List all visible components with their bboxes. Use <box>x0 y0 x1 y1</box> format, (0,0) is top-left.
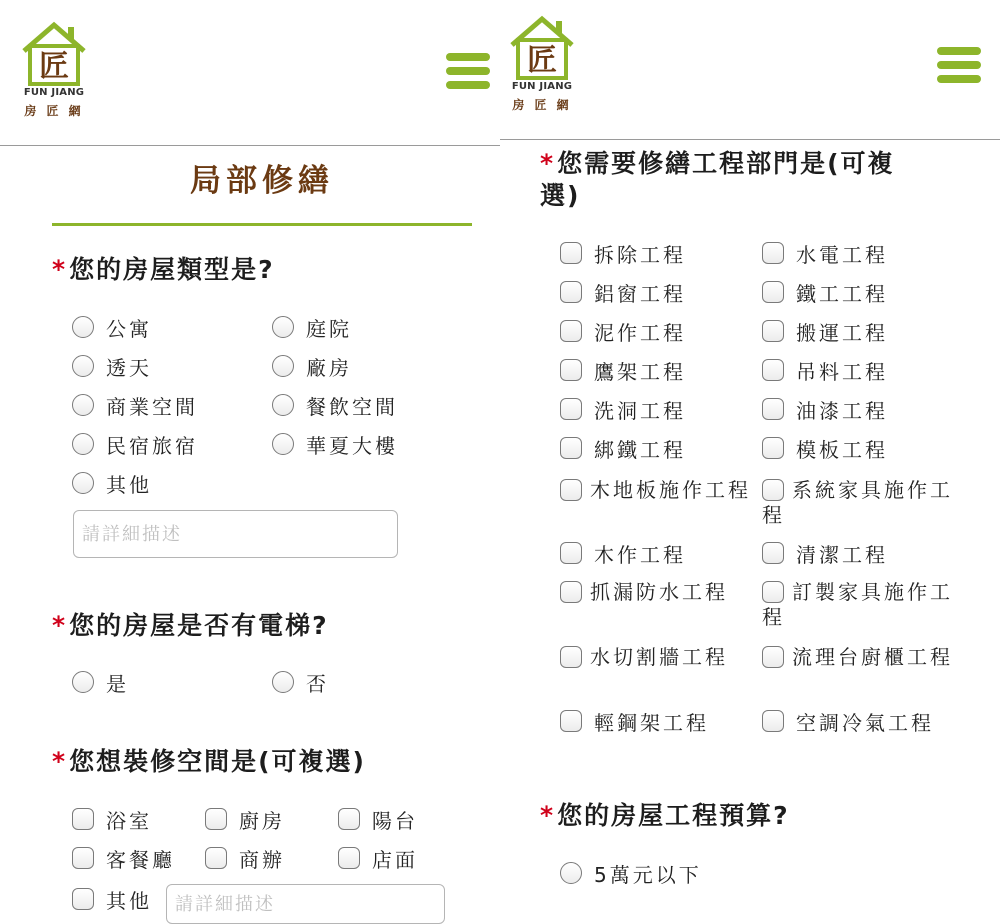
checkbox-option[interactable] <box>762 433 888 463</box>
checkbox[interactable] <box>762 437 784 459</box>
question-label: 您想裝修空間是(可複選) <box>69 747 366 776</box>
left-screen <box>0 0 500 913</box>
hamburger-menu-icon[interactable] <box>446 53 490 89</box>
checkbox-option[interactable] <box>762 238 888 268</box>
radio-button[interactable] <box>72 433 94 455</box>
option-label: 空調冷氣工程 <box>796 710 934 735</box>
checkbox[interactable] <box>762 242 784 264</box>
radio-option[interactable] <box>272 351 352 381</box>
checkbox-option[interactable] <box>560 316 686 346</box>
checkbox-option[interactable] <box>762 645 956 670</box>
option-label: 流理台廚櫃工程 <box>792 645 953 669</box>
checkbox[interactable] <box>762 710 784 732</box>
checkbox-option[interactable] <box>560 706 709 736</box>
radio-button[interactable] <box>72 394 94 416</box>
logo-name-zh: 房 匠 網 <box>512 98 572 112</box>
option-label: 鐵工工程 <box>796 281 888 306</box>
checkbox[interactable] <box>338 808 360 830</box>
option-label: 商業空間 <box>106 394 198 419</box>
radio-option[interactable] <box>72 390 198 420</box>
option-label: 木地板施作工程 <box>590 478 751 502</box>
required-star: * <box>52 255 68 284</box>
checkbox-option[interactable] <box>560 355 686 385</box>
radio-button[interactable] <box>560 862 582 884</box>
option-label: 拆除工程 <box>594 242 686 267</box>
option-label: 店面 <box>372 847 418 872</box>
option-label: 浴室 <box>106 808 152 833</box>
checkbox-option[interactable] <box>560 277 686 307</box>
checkbox[interactable] <box>762 359 784 381</box>
radio-option[interactable] <box>72 312 152 342</box>
option-label: 清潔工程 <box>796 542 888 567</box>
radio-button[interactable] <box>72 316 94 338</box>
checkbox-option[interactable] <box>72 804 152 834</box>
option-label: 透天 <box>106 355 152 380</box>
checkbox-option[interactable] <box>72 884 152 914</box>
svg-text:匠: 匠 <box>527 43 557 78</box>
question-space <box>52 746 366 778</box>
checkbox-option[interactable] <box>762 316 888 346</box>
checkbox[interactable] <box>560 437 582 459</box>
question-elevator <box>52 610 329 642</box>
checkbox-option[interactable] <box>762 538 888 568</box>
checkbox[interactable] <box>205 847 227 869</box>
checkbox[interactable] <box>762 281 784 303</box>
required-star: * <box>52 611 68 640</box>
checkbox[interactable] <box>72 808 94 830</box>
radio-button[interactable] <box>272 433 294 455</box>
house-logo-icon <box>509 16 575 80</box>
radio-option[interactable] <box>272 429 398 459</box>
radio-button[interactable] <box>272 671 294 693</box>
checkbox-option[interactable] <box>205 804 285 834</box>
checkbox[interactable] <box>762 581 784 603</box>
checkbox-option[interactable] <box>762 478 956 528</box>
radio-button[interactable] <box>72 472 94 494</box>
checkbox[interactable] <box>560 359 582 381</box>
checkbox-option[interactable] <box>338 843 418 873</box>
checkbox[interactable] <box>762 542 784 564</box>
radio-button[interactable] <box>272 394 294 416</box>
checkbox-option[interactable] <box>560 394 686 424</box>
question-departments-line2: 選) <box>540 181 581 210</box>
checkbox[interactable] <box>72 847 94 869</box>
radio-option[interactable] <box>72 468 152 498</box>
checkbox-option[interactable] <box>560 645 754 670</box>
header <box>0 0 500 146</box>
option-label: 餐飲空間 <box>306 394 398 419</box>
radio-option[interactable] <box>72 429 198 459</box>
checkbox[interactable] <box>762 398 784 420</box>
checkbox[interactable] <box>560 242 582 264</box>
option-label: 抓漏防水工程 <box>590 580 728 604</box>
question-label: 您的房屋類型是? <box>69 255 275 284</box>
checkbox[interactable] <box>338 847 360 869</box>
checkbox[interactable] <box>560 710 582 732</box>
radio-button[interactable] <box>272 355 294 377</box>
question-house-type <box>52 254 275 286</box>
checkbox-option[interactable] <box>762 394 888 424</box>
checkbox[interactable] <box>560 581 582 603</box>
option-label: 廠房 <box>306 355 352 380</box>
option-label: 廚房 <box>239 808 285 833</box>
checkbox-option[interactable] <box>762 706 934 736</box>
required-star: * <box>52 747 68 776</box>
page-title: 局部修繕 <box>190 163 334 199</box>
checkbox[interactable] <box>205 808 227 830</box>
question-label: 您需要修繕工程部門是(可複 <box>557 149 895 178</box>
option-label: 搬運工程 <box>796 320 888 345</box>
option-label: 5萬元以下 <box>594 862 702 887</box>
radio-button[interactable] <box>72 671 94 693</box>
option-label: 鷹架工程 <box>594 359 686 384</box>
checkbox-option[interactable] <box>560 478 754 503</box>
radio-option[interactable] <box>72 351 152 381</box>
option-label: 公寓 <box>106 316 152 341</box>
option-label: 吊料工程 <box>796 359 888 384</box>
checkbox[interactable] <box>560 398 582 420</box>
checkbox[interactable] <box>560 281 582 303</box>
checkbox[interactable] <box>762 479 784 501</box>
option-label: 客餐廳 <box>106 847 175 872</box>
logo-name-en: FUN JIANG <box>511 81 573 92</box>
header <box>500 0 1000 140</box>
checkbox-option[interactable] <box>560 238 686 268</box>
option-label: 其他 <box>106 888 152 913</box>
option-label: 洗洞工程 <box>594 398 686 423</box>
required-star: * <box>540 801 556 830</box>
fun-jiang-logo[interactable] <box>507 16 577 112</box>
option-label: 陽台 <box>372 808 418 833</box>
question-departments <box>540 148 895 180</box>
radio-button[interactable] <box>272 316 294 338</box>
checkbox-option[interactable] <box>560 538 686 568</box>
logo-name-en: FUN JIANG <box>23 87 85 98</box>
option-label: 庭院 <box>306 316 352 341</box>
radio-option[interactable] <box>560 858 702 888</box>
option-label: 輕鋼架工程 <box>594 710 709 735</box>
option-label: 華夏大樓 <box>306 433 398 458</box>
checkbox-option[interactable] <box>560 433 686 463</box>
title-divider <box>52 223 472 226</box>
checkbox[interactable] <box>560 320 582 342</box>
svg-text:匠: 匠 <box>39 49 69 84</box>
option-label: 模板工程 <box>796 437 888 462</box>
required-star: * <box>540 149 556 178</box>
option-label: 水電工程 <box>796 242 888 267</box>
option-label: 商辦 <box>239 847 285 872</box>
checkbox-option[interactable] <box>205 843 285 873</box>
radio-option[interactable] <box>72 667 129 697</box>
checkbox[interactable] <box>762 320 784 342</box>
checkbox[interactable] <box>560 479 582 501</box>
option-label: 油漆工程 <box>796 398 888 423</box>
checkbox[interactable] <box>560 542 582 564</box>
radio-option[interactable] <box>272 390 398 420</box>
question-label: 您的房屋是否有電梯? <box>69 611 329 640</box>
option-label: 木作工程 <box>594 542 686 567</box>
option-label: 泥作工程 <box>594 320 686 345</box>
option-label: 民宿旅宿 <box>106 433 198 458</box>
option-label: 訂製家具施作工程 <box>762 580 953 629</box>
option-label: 鋁窗工程 <box>594 281 686 306</box>
option-label: 是 <box>106 671 129 696</box>
option-label: 水切割牆工程 <box>590 645 728 669</box>
checkbox-option[interactable] <box>762 580 956 630</box>
question-label: 您的房屋工程預算? <box>557 801 790 830</box>
checkbox-option[interactable] <box>72 843 175 873</box>
radio-button[interactable] <box>72 355 94 377</box>
fun-jiang-logo[interactable] <box>19 22 89 118</box>
option-label: 否 <box>306 671 329 696</box>
question-budget <box>540 800 790 832</box>
checkbox[interactable] <box>762 646 784 668</box>
house-type-description-input[interactable] <box>73 510 398 558</box>
right-screen <box>500 0 1000 900</box>
radio-option[interactable] <box>272 667 329 697</box>
option-label: 綁鐵工程 <box>594 437 686 462</box>
checkbox-option[interactable] <box>762 355 888 385</box>
space-description-input[interactable] <box>166 884 445 924</box>
option-label: 其他 <box>106 472 152 497</box>
hamburger-menu-icon[interactable] <box>937 47 981 83</box>
checkbox[interactable] <box>560 646 582 668</box>
radio-option[interactable] <box>272 312 352 342</box>
option-label: 系統家具施作工程 <box>762 478 953 527</box>
house-logo-icon <box>21 22 87 86</box>
checkbox-option[interactable] <box>560 580 754 605</box>
logo-name-zh: 房 匠 網 <box>24 104 84 118</box>
checkbox[interactable] <box>72 888 94 910</box>
checkbox-option[interactable] <box>338 804 418 834</box>
checkbox-option[interactable] <box>762 277 888 307</box>
